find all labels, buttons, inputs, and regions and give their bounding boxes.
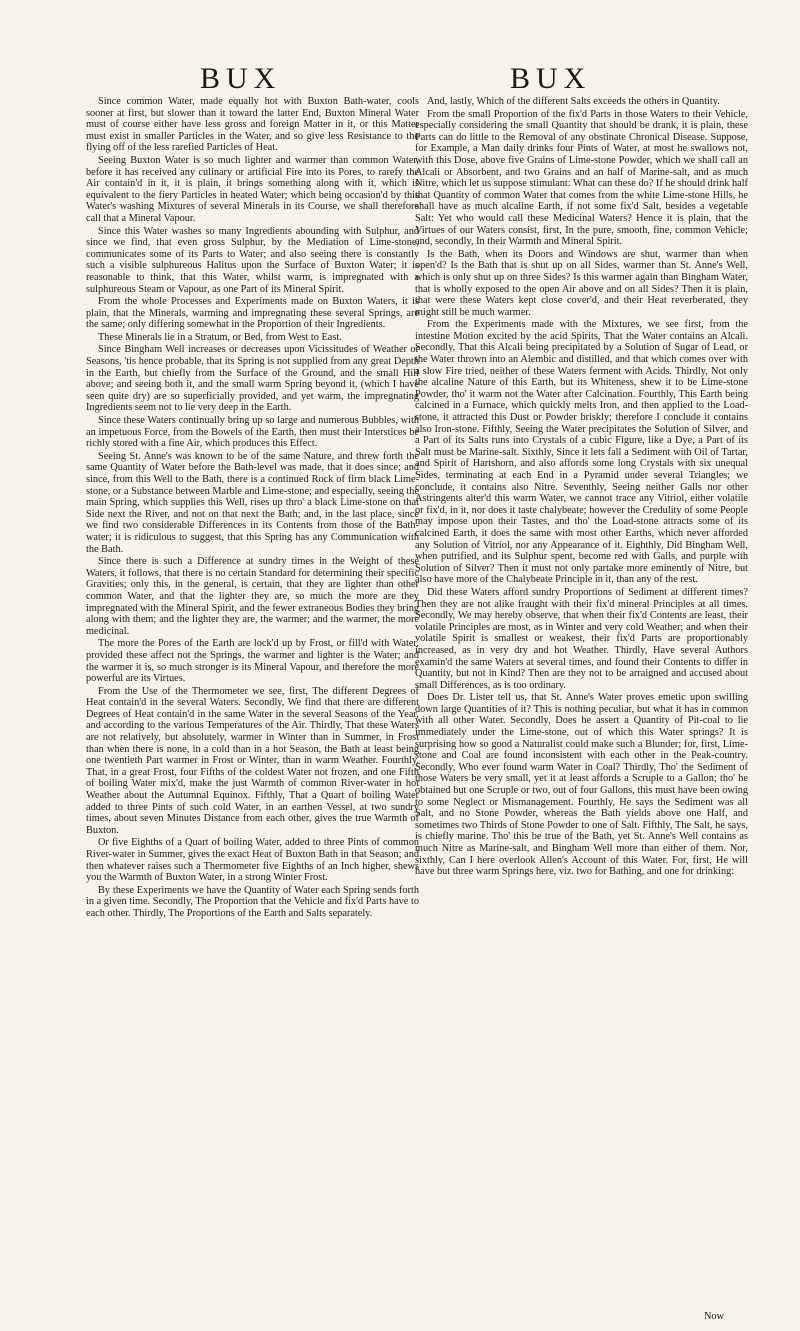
paragraph: Since these Waters continually bring up so large and numerous Bubbles, with an impetuous Force, from the Bowels of the Earth, then must their Interstices be richly stored with a fine Air, which produces this Effect. [86,415,419,450]
running-head-left: BUX [200,62,282,95]
paragraph: Did these Waters afford sundry Proportions of Sediment at different times? Then they are not alike fraught with their fix'd mineral Principles at all times. Secondly, We may hereby observe, that when their fix'd Contents are least, their volatile Principles are most, as in Winter and very cold Weather; and when their volatile Spirit is smallest or weakest, their fix'd Parts are proportionably increased, as in very dry and hot Weather. Thirdly, Have several Authors examin'd the same Waters at several times, and found their Contents to differ in Quantity, but not in Kind? Then are they not to be arraigned and accused about small Differences, as is too ordinary. [415,586,748,691]
paragraph: From the Use of the Thermometer we see, first, The different Degrees of Heat contain'd in the several Waters. Secondly, We find that there are different Degrees of Heat contain'd in the same Water in the several Seasons of the Year, and according to the various Temperatures of the Air. Thirdly, That these Waters are not relatively, but absolutely, warmer in Winter than in Summer, in Frost than when there is none, in a cold than in a hot Season, the Bath at least being one twentieth Part warmer in Frost or Winter, than in warm Weather. Fourthly, That, in a great Frost, four Fifths of the coldest Water not frozen, and one Fifth of boiling Water mix'd, make the just Warmth of common River-water in hot Weather about the Autumnal Equinox. Fifthly, That a Quart of boiling Water added to three Pints of such cold Water, in an earthen Vessel, at two sundry times, about seven Minutes Distance from each other, gives the true Warmth of Buxton. [86,685,419,836]
paragraph: Seeing St. Anne's was known to be of the same Nature, and threw forth the same Quantity of Water before the Bath-level was made, that it does since; and since, from this Well to the Bath, there is a continued Rock of firm black Lime-stone, or a Substance between Marble and Lime-stone; and especially, seeing the main Spring, which supplies this Well, rises up thro' a black Lime-stone on that Side next the River, and not on that next the Bath; and, in the last place, since we find two considerable Differences in its Contents from those of the Bath-water; it is ridiculous to suggest, that this Spring has any Communication with the Bath. [86,450,420,555]
catchword: Now [704,1311,725,1322]
right-column [415,96,748,879]
paragraph: Since there is such a Difference at sundry times in the Weight of these Waters, it follows, that there is no certain Standard for determining their specific Gravities; only this, in the general, is certain, that they are lighter than other common Water, and that the lighter they are, so much the more are they impregnated with the Mineral Spirit, and the fewer extraneous Bodies they bring along with them; and the lighter they are, the warmer; and the warmer, the more medicinal. [86,556,419,637]
paragraph: Since common Water, made equally hot with Buxton Bath-water, cools sooner at first, but slower than it toward the latter End, Buxton Mineral Water must of course either have less gross and foreign Matter in it, or this Matter must exist in smaller Particles in the Water, and so give less Resistance to the flying off of the less rarefied Particles of Heat. [86,96,419,154]
running-head-right: BUX [510,62,592,95]
paragraph: These Minerals lie in a Stratum, or Bed, from West to East. [98,331,342,343]
paragraph: Or five Eighths of a Quart of boiling Water, added to three Pints of common River-water in Summer, gives the exact Heat of Buxton Bath in that Season; and then whatever raises such a Thermometer five Eighths of an Inch higher, shews you the Warmth of Buxton Water, in a strong Winter Frost. [86,837,419,884]
left-column [86,96,419,921]
paragraph: By these Experiments we have the Quantity of Water each Spring sends forth in a given time. Secondly, The Proportion that the Vehicle and fix'd Parts have to each other. Thirdly, The Proportions of the Earth and Salts separately. [86,884,419,919]
paragraph: Is the Bath, when its Doors and Windows are shut, warmer than when open'd? Is the Bath that is shut up on all Sides, warmer than St. Anne's Well, which is only shut up on three Sides? Is this warmer again than Bingham Water, that is wholly exposed to the open Air above and on all Sides? Then it is plain, that were these Waters kept close cover'd, and their Heat reverberated, they might still be much warmer. [415,248,748,318]
paragraph: Seeing Buxton Water is so much lighter and warmer than common Water, before it has received any culinary or artificial Fire into its Pores, to rarefy the Air contain'd in it, it is plain, it brings something along with it, which is equivalent to the fiery Particles in heated Water; which being occasion'd by this Water's washing Mixtures of several Minerals in its Course, we shall therefore call that a Mineral Vapour. [86,154,419,224]
paragraph: Since Bingham Well increases or decreases upon Vicissitudes of Weather or Seasons, 'tis hence probable, that its Spring is not supplied from any great Depth in the Earth, but chiefly from the Surface of the Ground, and the small Hill above; and seeing both it, and the small warm Spring beyond it, (which I have seen quite dry) are so superficially provided, and yet warm, the impregnating Ingredients seem not to lie very deep in the Earth. [86,344,419,414]
paragraph: Since this Water washes so many Ingredients abounding with Sulphur, and since we find, that even gross Sulphur, by the Mediation of Lime-stone, communicates some of its Parts to Water; and also seeing there is constantly such a visible sulphureous Halitus upon the Surface of Buxton Water; it is reasonable to think, that this Water, whilst warm, is impregnated with a sulphureous Steam or Vapour, as one Part of its Mineral Spirit. [86,225,419,295]
paragraph: From the whole Processes and Experiments made on Buxton Waters, it is plain, that the Minerals, warming and impregnating these several Springs, are the same; only differing somewhat in the Proportion of their Ingredients. [86,296,419,331]
paragraph: Does Dr. Lister tell us, that St. Anne's Water proves emetic upon swilling down large Quantities of it? This is nothing peculiar, but what it has in common with all other Water. Secondly, Does he assert a Quantity of Pit-coal to lie immediately under the Lime-stone, out of which this Water springs? It is surprising how so good a Naturalist could make such a Blunder; for, first, Lime-stone and Coal are found inconsistent with each other in the Peak-country. Secondly, Who ever found warm Water in Coal? Thirdly, Tho' the Sediment of those Waters be very small, yet it at least affords a Scruple to a Gallon; tho' he obtained but one Scruple or two, out of four Gallons, this must have been owing to some Neglect or Mismanagement. Fourthly, He says the Sediment was all Salt, and no Stone Powder, whereas the Bath yields above one Half, and sometimes two Thirds of Stone Powder to one of Salt. Fifthly, The Salt, he says, is chiefly marine. Tho' this be true of the Bath, yet St. Anne's Well contains as much Nitre as Marine-salt, and Bingham Well more than either of them. Nor, sixthly, Can I here overlook Allen's Account of this Water. For, first, He will have but three warm Springs here, viz. two for Bathing, and one for drinking: [415,692,748,878]
paragraph: The more the Pores of the Earth are lock'd up by Frost, or fill'd with Water, provided these affect not the Springs, the warmer and lighter is the Water; and the warmer it is, so much stronger is its Mineral Vapour, and therefore the more powerful are its Virtues. [86,638,419,685]
paragraph: From the Experiments made with the Mixtures, we see first, from the intestine Motion excited by the acid Spirits, That the Water contains an Alcali. Secondly, That this Alcali being precipitated by a Solution of Sugar of Lead, or the Water thrown into an Alembic and distilled, and that which comes over with a slow Fire tried, neither of these Waters ferment with Acids. Thirdly, Not only the alcaline Nature of this Earth, but its Whiteness, shew it to be Lime-stone Powder, tho' it warm not the Water after Calcination. Fourthly, This Earth being calcined in a Furnace, which quickly melts Iron, and then applied to the Load-stone, it attracted this Dust or Powder briskly; therefore I conclude it contains also Iron-stone. Fifthly, Seeing the Water precipitates the Solution of Silver, and a Part of its Salts runs into Crystals of a cubic Figure, like a Dye, a Part of its Salt must be Marine-salt. Sixthly, Since it lets fall a Sediment with Oil of Tartar, and Spirit of Hartshorn, and also affords some long Crystals with six unequal Sides, terminating at each End in a Pyramid under several Triangles; we conclude, it contains also Nitre. Seventhly, Seeing neither Galls nor other Astringents alter'd this warm Water, we cannot trace any Vitriol, either volatile or fix'd, in it, nor does it taste chalybeate; however the Credulity of some People may impose upon their Tastes, and tho' the Load-stone attracts some of its calcined Earth, it does the same with most other Earths, which never afforded any Solution of Vitriol, nor any Appearance of it. Eighthly, Did Bingham Well, when putrified, and its Sulphur spent, become red with Galls, and purple with Solution of Silver? Then it must not only partake more eminently of Nitre, but also have more of the Chalybeate Principle in it, than any of the rest. [415,319,748,586]
paragraph: And, lastly, Which of the different Salts exceeds the others in Quantity. [427,96,720,107]
paragraph: From the small Proportion of the fix'd Parts in those Waters to their Vehicle, especially considering the small Quantity that should be drank, it is plain, these Parts can do little to the Removal of any obstinate Chronical Disease. Suppose, for Example, a Man daily drinks four Pints of Water, at most he swallows not, with this Dose, above five Grains of Lime-stone Powder, which we shall call an Alcali or Absorbent, and two Grains and an half of Marine-salt, and as much Nitre, which let us suppose stimulant: What can these do? If he should drink half that Quantity of common Water that comes from the white Lime-stone Hills, he shall have as much alcaline Earth, if not some fix'd Salt, besides a vegetable Salt: Yet who would call these Medicinal Waters? Hence it is plain, that the Virtues of our Waters consist, first, In the pure, smooth, fine, common Vehicle; and, secondly, In their Warmth and Mineral Spirit. [415,108,748,248]
